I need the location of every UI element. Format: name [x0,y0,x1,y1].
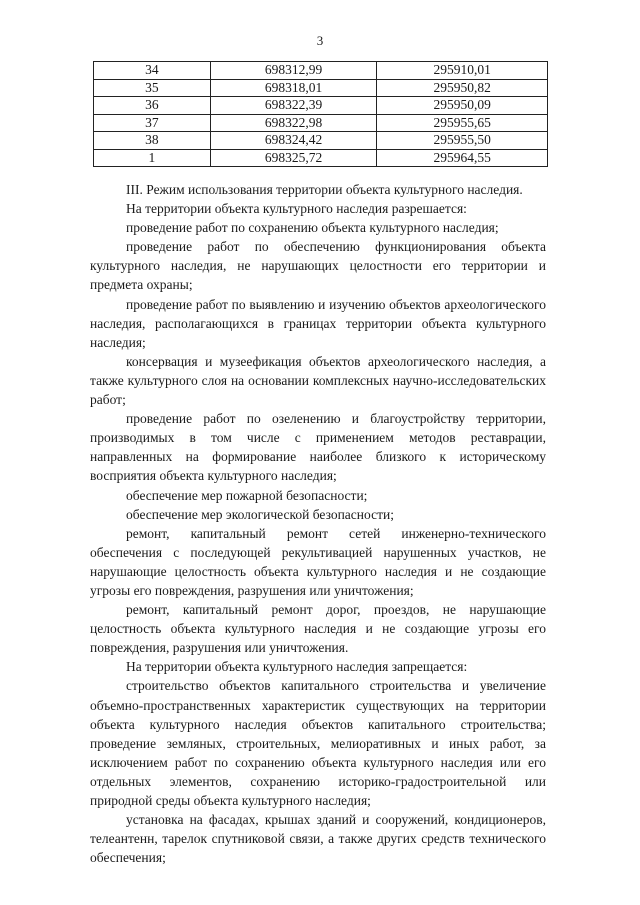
allowed-item: проведение работ по озеленению и благоустройству территории, производимых в том числе с применением методов реставрации, направленных на формирование наиболее близкого к историческому восприятия объекта культурного наследия; [90,411,546,484]
regime-section [90,180,546,867]
point-number-cell: 35 [94,79,211,97]
coordinates-table [93,61,548,167]
table-row [94,62,548,80]
x-coordinate-cell: 698312,99 [210,62,377,80]
allowed-item: ремонт, капитальный ремонт сетей инженерно-технического обеспечения с последующей рекультивацией нарушенных участков, не нарушающие целостность объекта культурного наследия и не создающие угрозы его повреждения, разрушения или уничтожения; [90,525,546,598]
x-coordinate-cell: 698318,01 [210,79,377,97]
table-row [94,97,548,115]
allowed-item: обеспечение мер пожарной безопасности; [126,487,368,503]
x-coordinate-cell: 698325,72 [210,149,377,167]
x-coordinate-cell: 698324,42 [210,132,377,150]
x-coordinate-cell: 698322,39 [210,97,377,115]
y-coordinate-cell: 295955,65 [377,114,548,132]
point-number-cell: 1 [94,149,211,167]
y-coordinate-cell: 295910,01 [377,62,548,80]
table-row [94,114,548,132]
section-heading: III. Режим использования территории объекта культурного наследия. [126,182,523,197]
y-coordinate-cell: 295950,09 [377,97,548,115]
allowed-item: проведение работ по обеспечению функционирования объекта культурного наследия, не нарушающих целостности его территории и предмета охраны; [90,239,546,293]
table-row [94,132,548,150]
prohibited-intro: На территории объекта культурного наследия запрещается: [126,659,468,675]
allowed-item: консервация и музеефикация объектов археологического наследия, а также культурного слоя на основании комплексных научно-исследовательских работ; [90,353,546,408]
point-number-cell: 37 [94,114,211,132]
point-number-cell: 38 [94,132,211,150]
x-coordinate-cell: 698322,98 [210,114,377,132]
allowed-item: ремонт, капитальный ремонт дорог, проездов, не нарушающие целостность объекта культурного наследия и не создающие угрозы его повреждения, разрушения или уничтожения. [90,602,546,656]
table-row [94,149,548,167]
y-coordinate-cell: 295950,82 [377,79,548,97]
allowed-item: обеспечение мер экологической безопасности; [126,506,394,522]
point-number-cell: 34 [94,62,211,80]
y-coordinate-cell: 295964,55 [377,149,548,167]
page-number: 3 [316,33,324,48]
prohibited-item: установка на фасадах, крышах зданий и сооружений, кондиционеров, телеантенн, тарелок спутниковой связи, а также других средств технического обеспечения; [90,812,546,866]
allowed-item: проведение работ по сохранению объекта культурного наследия; [126,220,499,236]
table-row [94,79,548,97]
allowed-intro: На территории объекта культурного наследия разрешается: [126,201,467,217]
prohibited-item: строительство объектов капитального строительства и увеличение объемно-пространственных характеристик существующих на территории объекта культурного наследия объектов капитального строительства; проведение земляных, строительных, мелиоративных и иных работ, за исключением работ по сохранению объекта культурного наследия или его отдельных элементов, сохранению историко-градостроительной или природной среды объекта культурного наследия; [90,678,546,808]
point-number-cell: 36 [94,97,211,115]
y-coordinate-cell: 295955,50 [377,132,548,150]
allowed-item: проведение работ по выявлению и изучению объектов археологического наследия, располагающихся в границах территории объекта культурного наследия; [90,296,546,350]
